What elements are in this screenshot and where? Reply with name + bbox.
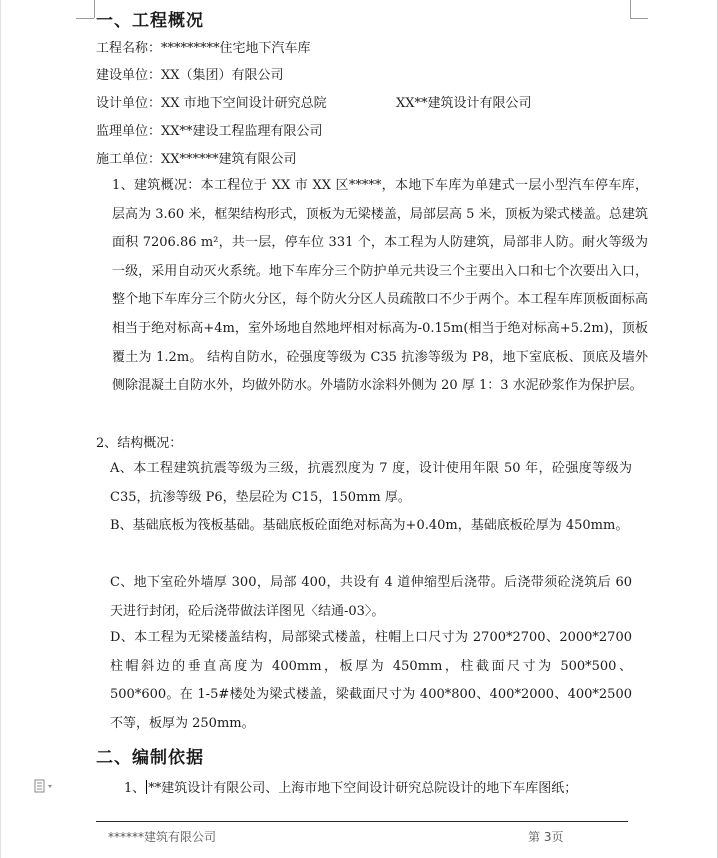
basis-item-1-prefix: 1、	[124, 781, 146, 796]
page-edge-left	[0, 0, 1, 858]
section-title-overview: 一、工程概况	[96, 11, 204, 31]
crop-mark-top-right-h	[630, 18, 648, 19]
paragraph-structure-a: A、本工程建筑抗震等级为三级，抗震烈度为 7 度，设计使用年限 50 年，砼强度等级为 C35，抗渗等级 P6，垫层砼为 C15，150mm 厚。	[110, 461, 632, 505]
section-title-basis: 二、编制依据	[96, 748, 204, 768]
structure-overview-title: 2、结构概况：	[96, 436, 183, 451]
paragraph-structure-c: C、地下室砼外墙厚 300，局部 400，共设有 4 道伸缩型后浇带。后浇带须砼浇筑后 60 天进行封闭，砼后浇带做法详图见〈结通-03〉。	[110, 575, 632, 619]
basis-item-1-text[interactable]: **建筑设计有限公司、上海市地下空间设计研究总院设计的地下车库图纸；	[148, 781, 578, 796]
supervisor-unit: 监理单位：XX**建设工程监理有限公司	[96, 124, 323, 139]
paragraph-structure-b: B、基础底板为筏板基础。基础底板砼面绝对标高为+0.40m，基础底板砼厚为 450mm。	[110, 518, 629, 533]
design-unit-a: 设计单位：XX 市地下空间设计研究总院	[96, 96, 327, 111]
footer-company: ******建筑有限公司	[108, 830, 217, 844]
crop-mark-top-left-h	[76, 18, 94, 19]
builder-unit: 建设单位：XX（集团）有限公司	[96, 68, 284, 83]
design-unit-b: XX**建筑设计有限公司	[396, 96, 532, 111]
paragraph-structure-d: D、本工程为无梁楼盖结构，局部梁式楼盖，柱帽上口尺寸为 2700*2700、2000*2700 柱帽斜边的垂直高度为 400mm，板厚为 450mm，柱截面尺寸为 500*500、500*600。在 1-5#楼处为梁式楼盖，梁截面尺寸为 400*800、400*2000、400*2500 不等，板厚为 250mm。	[110, 630, 632, 731]
crop-mark-top-left	[94, 0, 95, 18]
basis-item-1	[124, 780, 577, 797]
footer-page-number: 第 3页	[528, 830, 564, 844]
paragraph-architecture-overview: 1、建筑概况：本工程位于 XX 市 XX 区*****，本地下车库为单建式一层小型汽车停车库，层高为 3.60 米，框架结构形式，顶板为无梁楼盖，局部层高 5 米，顶板为梁式楼盖。总建筑面积 7206.86 m²，共一层，停车位 331 个，本工程为人防建筑，局部非人防。耐火等级为一级，采用自动灭火系统。地下车库分三个防护单元共设三个主要出入口和七个次要出入口，整个地下车库分三个防火分区，每个防火分区人员疏散口不少于两个。本工程车库顶板面标高相当于绝对标高+4m，室外场地自然地坪相对标高为-0.15m(相当于绝对标高+5.2m)，顶板覆土为 1.2m。 结构自防水，砼强度等级为 C35 抗渗等级为 P8，地下室底板、顶底及墙外侧除混凝土自防水外，均做外防水。外墙防水涂料外侧为 20 厚 1：3 水泥砂浆作为保护层。	[112, 178, 648, 394]
constructor-unit: 施工单位：XX******建筑有限公司	[96, 152, 297, 167]
paste-options-icon[interactable]	[34, 779, 58, 793]
crop-mark-top-right	[630, 0, 631, 18]
footer-rule	[96, 821, 628, 822]
project-name: 工程名称：*********住宅地下汽车库	[96, 41, 311, 56]
